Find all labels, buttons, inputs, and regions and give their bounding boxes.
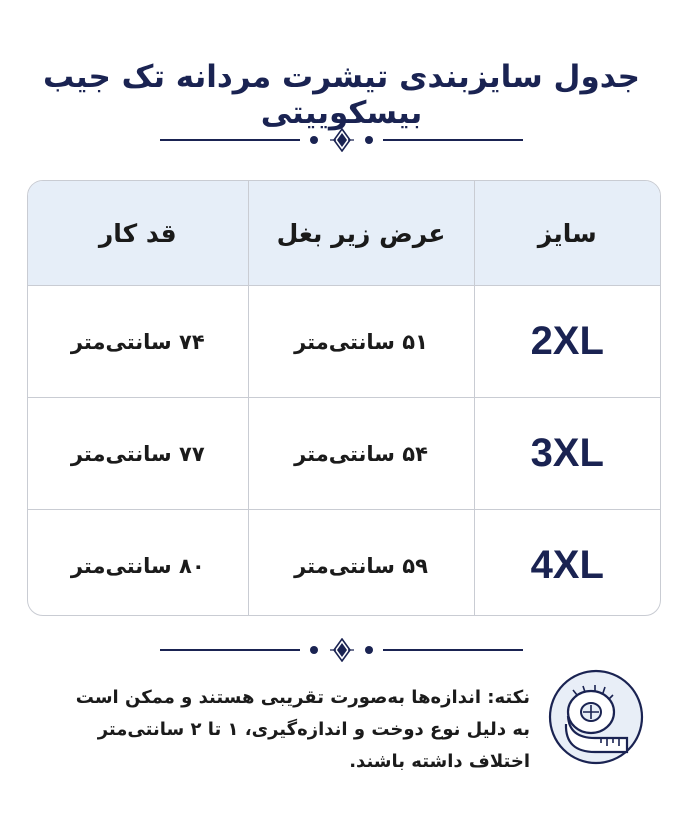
table-row — [28, 510, 660, 617]
diamond-ornament-icon — [328, 128, 356, 152]
size-table — [27, 180, 661, 616]
note-line: اختلاف داشته باشند. — [349, 751, 530, 772]
chest-width-cell: ۵۹ سانتی‌متر — [248, 510, 474, 617]
page-title: جدول سایزبندی تیشرت مردانه تک جیب بیسکوییتی — [43, 58, 640, 131]
note-text — [60, 682, 530, 778]
chest-width-cell: ۵۱ سانتی‌متر — [248, 286, 474, 398]
length-cell: ۷۴ سانتی‌متر — [28, 286, 248, 398]
table-header-row — [28, 181, 660, 286]
note-line: به دلیل نوع دوخت و اندازه‌گیری، ۱ تا ۲ سانتی‌متر — [97, 719, 530, 740]
header-chest-width: عرض زیر بغل — [248, 181, 474, 286]
chest-width-cell: ۵۴ سانتی‌متر — [248, 398, 474, 510]
measuring-tape-icon — [547, 668, 645, 766]
header-size: سایز — [474, 181, 660, 286]
size-cell: 4XL — [474, 510, 660, 617]
note-line: نکته: اندازه‌ها به‌صورت تقریبی هستند و ممکن است — [75, 687, 530, 708]
length-cell: ۷۷ سانتی‌متر — [28, 398, 248, 510]
size-cell: 2XL — [474, 286, 660, 398]
length-cell: ۸۰ سانتی‌متر — [28, 510, 248, 617]
top-divider — [160, 128, 523, 152]
header-length: قد کار — [28, 181, 248, 286]
table-row — [28, 398, 660, 510]
bottom-divider — [160, 638, 523, 662]
size-cell: 3XL — [474, 398, 660, 510]
diamond-ornament-icon — [328, 638, 356, 662]
table-row — [28, 286, 660, 398]
